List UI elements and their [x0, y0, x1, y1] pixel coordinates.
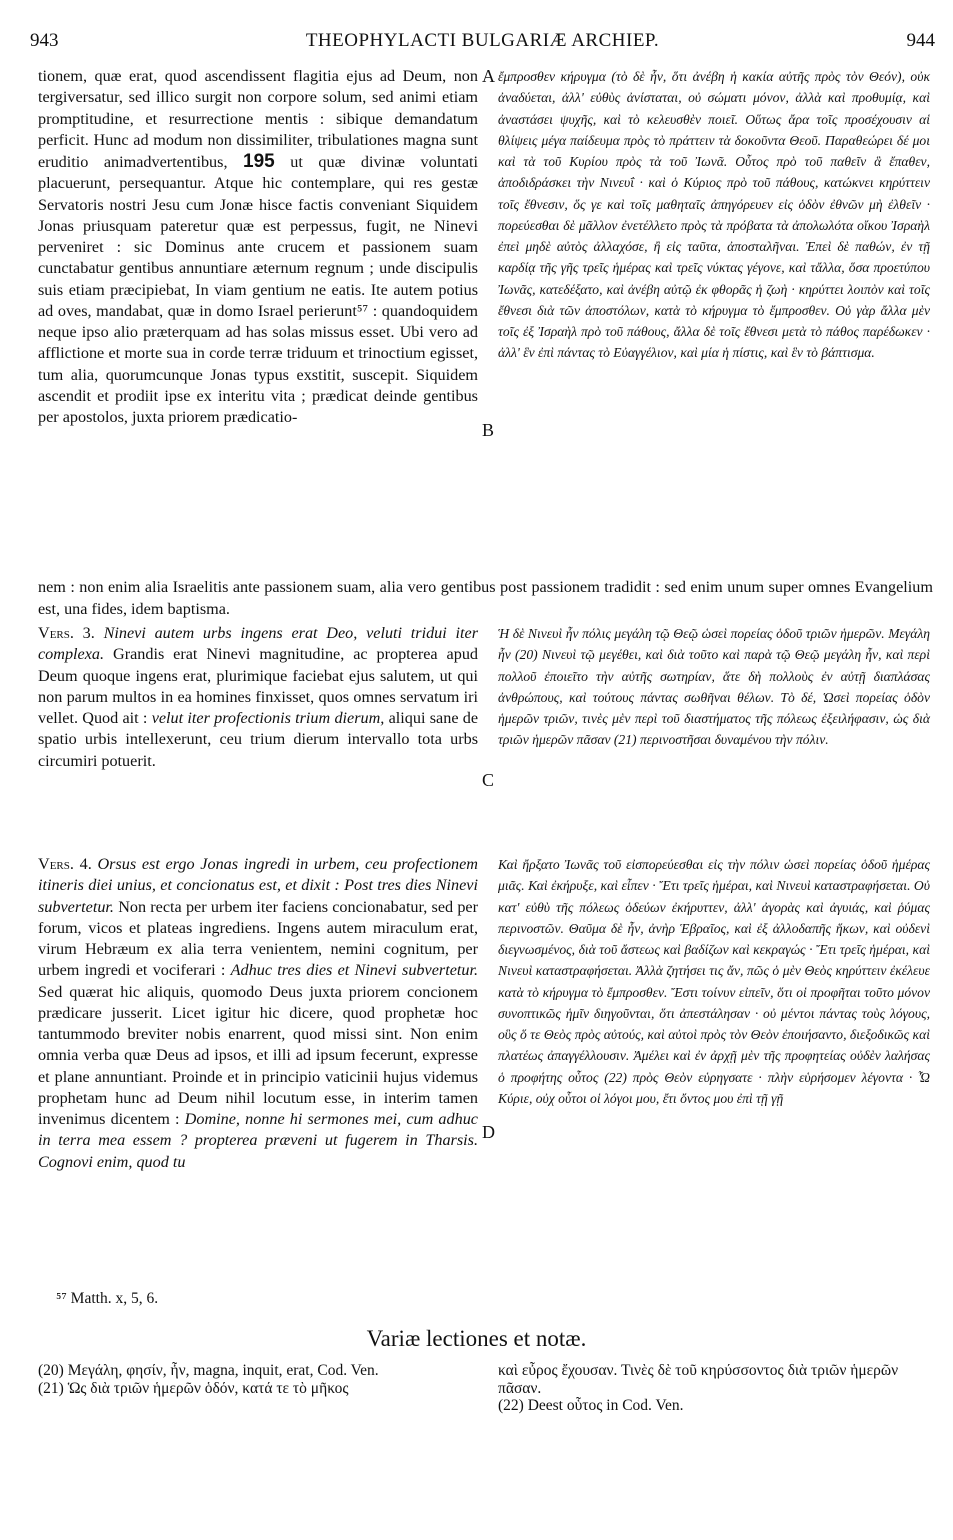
page-number-right: 944	[906, 30, 935, 51]
latin-text: Non recta per urbem iter faciens concionabatur, sed per forum, vicos et plateas ingrediens. Ingens autem miraculum erat, virum Hebræum ex alia terra venientem, nemini cognitum, per urbem ingredi et vociferari :	[38, 897, 478, 980]
verse-label: Vers. 3.	[38, 624, 95, 642]
latin-text: Sed quærat hic aliquis, quomodo Deus juxta priorem concionem prædicare jusserit. Licet igitur hic dicere, quod prophetæ hoc tantummodo breviter nobis enarrent, quod missi sint. Non enim omnia verba quæ Deus ad ipsos, et illi ad ipsum fecerunt, expresse et plane annuntiant. Proinde et in principio vaticinii hujus videmus prophetam hunc ad Deum nihil locutum esse, in interim tamen invenimus dicentem :	[38, 982, 478, 1128]
latin-quote: Domine, nonne hi sermones mei, cum adhuc in terra mea essem ? propterea præveni ut fugerem in Tharsis. Cognovi enim, quod tu	[38, 1110, 478, 1171]
latin-verse-4	[38, 854, 478, 1173]
verse-lemma: Orsus est ergo Jonas ingredi in urbem, ceu profectionem itineris diei unius, et concionatus est, et dixit : Post tres dies Ninevi subvertetur.	[38, 855, 479, 916]
page-number-left: 943	[30, 30, 59, 51]
latin-paragraph	[38, 854, 478, 1173]
latin-text: aliqui sane de spatio urbis intellexerunt, ceu trium dierum intervallo tota urbs circumiri potuerit.	[38, 709, 479, 770]
greek-column-top	[498, 66, 930, 364]
latin-paragraph	[38, 623, 478, 772]
latin-column-top	[38, 66, 478, 428]
margin-marker-b: B	[482, 420, 495, 440]
running-title: THEOPHYLACTI BULGARIÆ ARCHIEP.	[305, 30, 660, 51]
latin-verse-3	[38, 623, 478, 772]
column-number: 195	[243, 151, 275, 172]
note-20: (20) Μεγάλη, φησίν, ἦν, magna, inquit, erat, Cod. Ven.	[38, 1362, 379, 1379]
greek-verse-3	[498, 623, 930, 751]
note-21: (21) Ὡς διὰ τριῶν ἡμερῶν ὁδόν, κατά τε τὸ μῆκος	[38, 1379, 349, 1397]
latin-paragraph	[38, 66, 478, 428]
latin-text: ut quæ divinæ voluntati placuerunt, persequantur. Atque hic contemplare, qui res gestæ Servatoris nostri Jesu cum Jonæ hisce factis conveniant Siquidem Jonas priusquam pateretur quæ est perpessus, fugit, ne Ninevi perveniret : sic Dominus ante crucem et passionem suam cunctabatur gentibus annuntiare æternum regnum ; unde discipulis suis etiam præcipiebat, In viam gentium ne eatis. Ite autem potius ad oves, mandabat, quæ in domo Israel perierunt⁵⁷ : quandoquidem neque ipso alio præterquam ad has solas missus esset. Ubi vero ad afflictione et morte sua in corde terræ triduum et trinoctium egisset, tum alia, quorumcunque Jonas typus exstitit, suscepit. Siquidem ascendit et prodiit ipse ex interitu vita ; prædicat deinde gentibus per apostolos, juxta priorem prædicatio-	[38, 153, 479, 426]
greek-paragraph: Καὶ ἤρξατο Ἰωνᾶς τοῦ εἰσπορεύεσθαι εἰς τὴν πόλιν ὡσεὶ πορείας ὁδοῦ ἡμέρας μιᾶς. Καὶ ἐκήρυξε, καὶ εἶπεν · Ἔτι τρεῖς ἡμέραι, καὶ Νινευὶ καταστραφήσεται. Οὐ κατ' εὐθὺ τῆς πόλεως ὁδεύων ἐκήρυττεν, ἀλλ' ἀγορὰς καὶ ἀγυιάς, καὶ ῥύμας περινοστῶν. Θαῦμα δὲ ἦν, ἀνὴρ Ἑβραῖος, καὶ ἐξ ἀλλοδαπῆς ἥκων, καὶ οὐδενὶ διεγνωσμένος, διὰ τοῦ ἄστεως καὶ βαδίζων καὶ κεκραγώς · Ἔτι τρεῖς ἡμέραι, καὶ Νινευὶ καταστραφήσεται. Ἀλλὰ ζητήσει τις ἄν, πῶς ὁ μὲν Θεὸς κηρύττειν ἐκέλευε κατὰ τὸ κήρυγμα τὸ ἔμπροσθεν. Ἔστι τοίνυν εἰπεῖν, ὅτι οἱ προφῆται τοῦτο μόνον συνοπτικῶς ἡμῖν διηγοῦνται, ὅτι ἀπεστάλησαν · οὐ μέντοι πάντας τοὺς λόγους, οὓς ὅ τε Θεὸς πρὸς αὐτούς, καὶ αὐτοὶ πρὸς τὸν Θεὸν ἐποιήσαντο, διεξοδικῶς καὶ πλατέως ἀπαγγέλλουσιν. Ἀμέλει καὶ ἐν ἀρχῇ μὲν τῆς προφητείας οὐδὲν λαλήσας ὁ προφήτης οὗτος (22) πρὸς Θεὸν εὑρηγσατε · πλὴν εὑρήσομεν λέγοντα · Ὦ Κύριε, οὐχ οὗτοι οἱ λόγοι μου, ἔτι ὄντος μου ἐπὶ τῇ γῇ	[498, 857, 930, 1106]
latin-text: tionem, quæ erat, quod ascendissent flagitia ejus ad Deum, non tergiversatur, sed illico surgit non corpore solum, sed animi etiam promptitudine, et resurrectione mentis : sibique demandatum perficit. Hunc ad modum non dissimiliter, tribulationes magna sunt eruditio animadvertentibus,	[38, 67, 478, 171]
margin-marker-c: C	[482, 770, 495, 790]
margin-marker-a: A	[482, 66, 495, 86]
notes-heading: Variæ lectiones et notæ.	[366, 1326, 587, 1351]
note-21-continued: καὶ εὖρος ἔχουσαν. Τινὲς δὲ τοῦ κηρύσσοντος διὰ τριῶν ἡμερῶν πᾶσαν.	[498, 1362, 899, 1397]
note-22: (22) Deest οὗτος in Cod. Ven.	[498, 1397, 684, 1414]
latin-text: Grandis erat Ninevi magnitudine, ac propterea apud Deum quoque ingens erat, plurimique faciebat ejus salutem, ut qui non parum multos in ea homines finxisset, quos omnes servatum iri vellet. Quod ait :	[38, 645, 479, 727]
notes-column-right	[498, 1362, 930, 1415]
greek-paragraph: Ἡ δὲ Νινευὶ ἦν πόλις μεγάλη τῷ Θεῷ ὡσεὶ πορείας ὁδοῦ τριῶν ἡμερῶν. Μεγάλη ἦν (20) Νινευὶ τῷ μεγέθει, καὶ διὰ τοῦτο καὶ παρὰ τῷ Θεῷ μεγάλη ἦν, καὶ περὶ πολλοῦ ἐποιεῖτο τὴν αὐτῆς σωτηρίαν, ἅτε δὴ πολλοὺς ἐν αὐτῇ διαπλάσας ἀνθρώπους, καὶ τούτους πάντας σωθῆναι θέλων. Τὸ δέ, Ὡσεὶ πορείας ὁδὸν ἡμερῶν τριῶν, τινὲς μὲν περὶ τοῦ διαστήματος τῆς πόλεως ἐξειλήφασιν, ὡς διὰ τριῶν ἡμερῶν πᾶσαν (21) περινοστῆσαι δυναμένου τὴν πόλιν.	[498, 626, 930, 748]
latin-quote: Adhuc tres dies et Ninevi subvertetur.	[230, 961, 479, 980]
latin-quote: velut iter profectionis trium dierum,	[151, 709, 385, 727]
verse-lemma: Ninevi autem urbs ingens erat Deo, veluti tridui iter complexa.	[38, 624, 478, 664]
greek-verse-4	[498, 854, 930, 1109]
latin-full-width-line	[38, 577, 933, 620]
margin-marker-d: D	[482, 1122, 495, 1142]
notes-column-left	[38, 1362, 478, 1397]
latin-paragraph: nem : non enim alia Israelitis ante passionem suam, alia vero gentibus post passionem tradidit : sed enim unum super omnes Evangelium est, una fides, idem baptisma.	[38, 578, 933, 618]
verse-label: Vers. 4.	[38, 855, 92, 873]
running-header	[30, 30, 935, 56]
footnote: ⁵⁷ Matth. x, 5, 6.	[56, 1290, 159, 1307]
greek-paragraph: ἔμπροσθεν κήρυγμα (τὸ δὲ ἦν, ὅτι ἀνέβη ἡ κακία αὐτῆς πρὸς τὸν Θεόν), οὐκ ἀναδύεται, ἀλλ' εὐθὺς ἀνίσταται, οὐ σώματι μόνον, ἀλλὰ καὶ προθυμίᾳ, καὶ ἀναστάσει ψυχῆς, καὶ τὸ κελευσθὲν ποιεῖ. Οὕτως ἄρα τοῖς προσέχουσιν αἱ θλίψεις μέγα παίδευμα πρὸς τὸ πράττειν τὰ δοκοῦντα Θεοῦ. Παραθεώρει δέ μοι καὶ τὰ τοῦ Κυρίου πρὸς τὰ τοῦ Ἰωνᾶ. Οὗτος πρὸ τοῦ παθεῖν ἃ ἔπαθεν, ἀποδιδράσκει τὴν Νινευΐ · καὶ ὁ Κύριος πρὸ τοῦ πάθους, κατώκνει κηρύττειν τοῖς ἔθνεσιν, ὅς γε καὶ τοῖς μαθηταῖς ἀπηγόρευεν εἰς ὁδὸν ἐθνῶν μὴ ἐλθεῖν · πορεύεσθαι δὲ μᾶλλον ἐνετέλλετο πρὸς τὰ πρόβατα τὰ ἀπολωλότα οἴκου Ἰσραὴλ ἐπεὶ μηδὲ αὐτὸς ἀλλαχόσε, ἢ εἰς ταῦτα, ἀποσταλῆναι. Ἐπεὶ δὲ παθών, ἐν τῇ καρδίᾳ τῆς γῆς τρεῖς ἡμέρας καὶ τρεῖς νύκτας γέγονε, καὶ τἄλλα, ὅσα προετύπου Ἰωνᾶς, κατεδέξατο, καὶ ἀνέβη αὐτῷ ἐκ φθορᾶς ἡ ζωὴ · κηρύττει λοιπὸν καὶ τοῖς ἔθνεσι διὰ τῶν ἀποστόλων, κατὰ τὸ κήρυγμα τὸ ἔμπροσθεν. Οὐ γὰρ ἄλλα μὲν τοῖς ἐξ Ἰσραὴλ πρὸ τοῦ πάθους, ἄλλα δὲ τοῖς ἔθνεσι μετὰ τὸ πάθος παρέδωκεν · ἀλλ' ἓν ἐπὶ πάντας τὸ Εὐαγγέλιον, καὶ μία ἡ πίστις, καὶ ἓν τὸ βάπτισμα.	[498, 69, 930, 361]
